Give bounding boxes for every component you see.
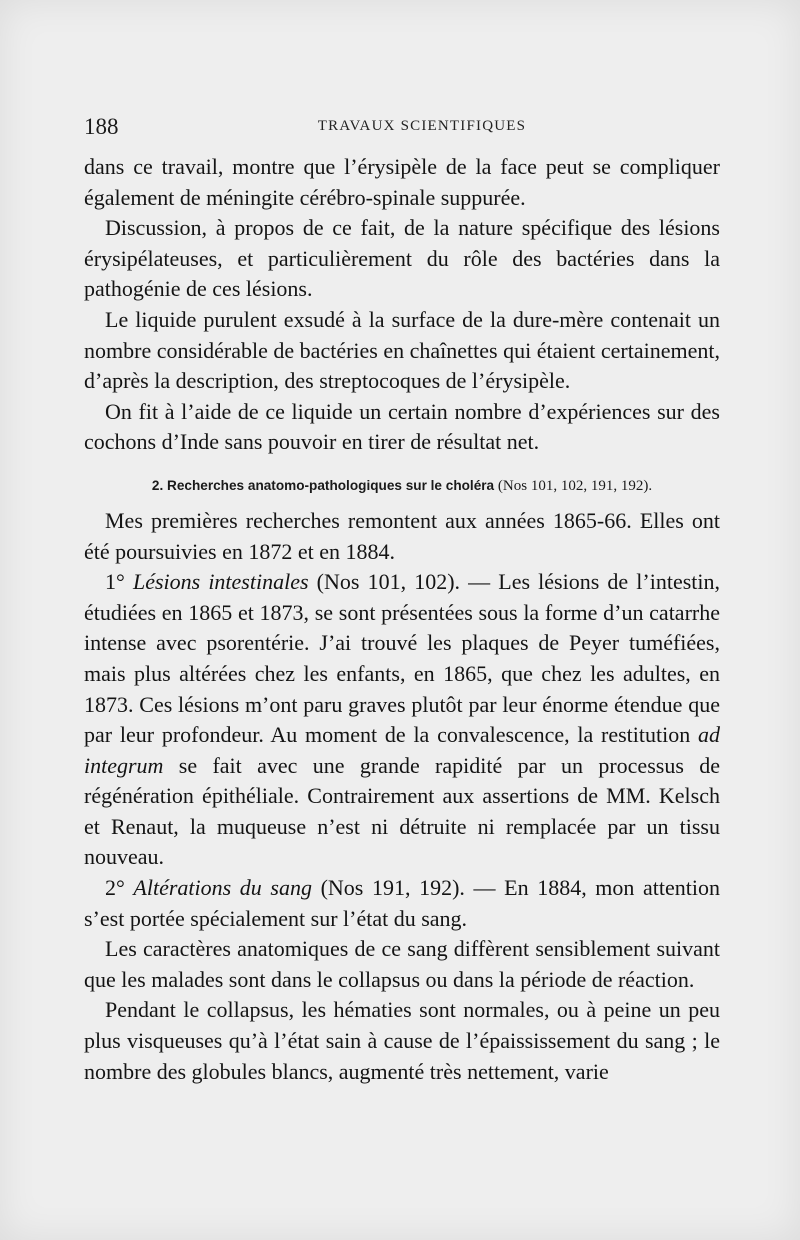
- paragraph-lesions: [84, 567, 720, 873]
- item-number: 1°: [105, 569, 125, 595]
- paragraph: On fit à l’aide de ce liquide un certain nombre d’expériences sur des cochons d’Inde sans pouvoir en tirer de résultat net.: [84, 398, 720, 455]
- paragraph: Le liquide purulent exsudé à la surface de la dure-mère contenait un nombre considérable de bactéries en chaînettes qui étaient certainement, d’après la description, des streptocoques de l’érysipèle.: [84, 306, 720, 394]
- item-title: Lésions intestinales: [132, 569, 309, 595]
- paragraph-text: se fait avec une grande rapidité par un processus de régénération épithéliale. Contrairement aux assertions de MM. Kelsch et Renaut, la muqueuse n’est ni détruite ni remplacée par un tissu nouveau.: [84, 752, 720, 870]
- paragraph: dans ce travail, montre que l’érysipèle de la face peut se compliquer également de méningite cérébro-spinale suppurée.: [84, 154, 720, 210]
- running-title: TRAVAUX SCIENTIFIQUES: [317, 118, 527, 134]
- item-number: 2°: [105, 875, 125, 901]
- paragraph: Discussion, à propos de ce fait, de la nature spécifique des lésions érysipélateuses, et particulièrement du rôle des bactéries dans la pathogénie de ces lésions.: [84, 215, 720, 302]
- paragraph: Les caractères anatomiques de ce sang diffèrent sensiblement suivant que les malades sont dans le collapsus ou dans la période de réaction.: [84, 936, 720, 992]
- paragraph-text: — En 1884, mon attention s’est portée spécialement sur l’état du sang.: [84, 875, 720, 931]
- item-refs: (Nos 191, 192).: [320, 875, 465, 901]
- paragraph: Mes premières recherches remontent aux années 1865-66. Elles ont été poursuivies en 1872 et en 1884.: [84, 507, 720, 564]
- paragraph-sang: [84, 873, 720, 934]
- paragraph: Pendant le collapsus, les hématies sont normales, ou à peine un peu plus visqueuses qu’à l’état sain à cause de l’épaississement du sang ; le nombre des globules blancs, augmenté très nettement, varie: [84, 997, 720, 1084]
- section-heading-title: 2. Recherches anatomo-pathologiques sur le choléra: [151, 477, 495, 493]
- section-heading-refs: (Nos 101, 102, 191, 192).: [497, 477, 653, 494]
- latin-phrase: ad integrum: [84, 722, 720, 778]
- item-refs: (Nos 101, 102).: [316, 569, 461, 595]
- item-title: Altérations du sang: [133, 875, 312, 901]
- page-body: [84, 152, 720, 1087]
- paragraph-text: — Les lésions de l’intestin, étudiées en 1865 et 1873, se sont présentées sous la forme d’un catarrhe intense avec psorentérie. J’ai trouvé les plaques de Peyer tuméfiées, mais plus altérées chez les enfants, en 1865, que chez les adultes, en 1873. Ces lésions m’ont paru graves plutôt par leur énorme étendue que par leur profondeur. Au moment de la convalescence, la restitution: [84, 569, 721, 748]
- page-number: 188: [84, 114, 119, 139]
- section-heading: [84, 476, 720, 496]
- page-header: [84, 114, 720, 140]
